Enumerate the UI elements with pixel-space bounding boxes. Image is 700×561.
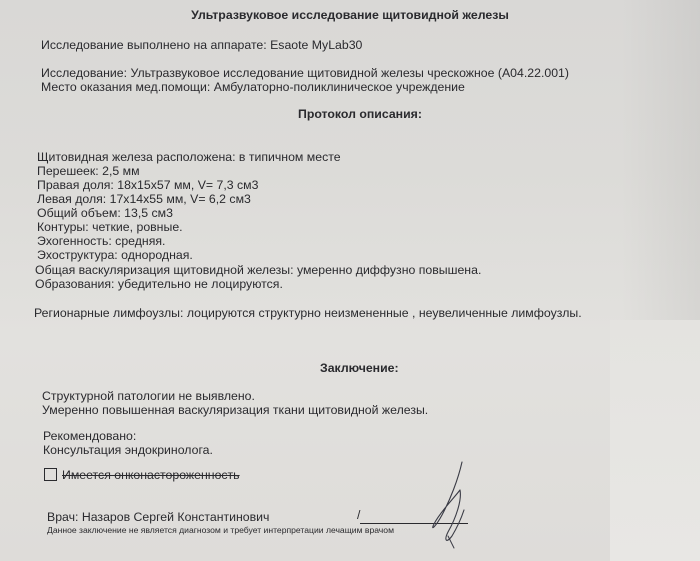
disclaimer-line: Данное заключение не является диагнозом и требует интерпретации лечащим врачом: [47, 525, 394, 535]
protocol-line-total-volume: Общий объем: 13,5 см3: [37, 206, 173, 220]
protocol-line-echogenicity: Эхогенность: средняя.: [37, 234, 166, 248]
device-line: Исследование выполнено на аппарате: Esaote MyLab30: [41, 38, 363, 52]
recommendation-text: Консультация эндокринолога.: [43, 443, 213, 457]
conclusion-line-1: Структурной патологии не выявлено.: [42, 389, 255, 403]
protocol-heading: Протокол описания:: [298, 107, 422, 121]
document-title: Ультразвуковое исследование щитовидной железы: [191, 8, 509, 22]
recommendation-label: Рекомендовано:: [43, 429, 137, 443]
lymph-nodes-line: Регионарные лимфоузлы: лоцируются структурно неизмененные , неувеличенные лимфоузлы.: [34, 306, 582, 320]
place-line: Место оказания мед.помощи: Амбулаторно-поликлиническое учреждение: [41, 80, 465, 94]
protocol-line-right-lobe: Правая доля: 18x15x57 мм, V= 7,3 см3: [37, 178, 259, 192]
protocol-line-contours: Контуры: четкие, ровные.: [37, 220, 183, 234]
protocol-line-isthmus: Перешеек: 2,5 мм: [37, 164, 140, 178]
paper-fold: [610, 320, 700, 561]
protocol-line-echostructure: Эхоструктура: однородная.: [37, 248, 193, 262]
protocol-line-formations: Образования: убедительно не лоцируются.: [35, 277, 283, 291]
oncology-checkbox[interactable]: [44, 468, 57, 481]
protocol-line-vascularization: Общая васкуляризация щитовидной железы: умеренно диффузно повышена.: [35, 263, 482, 277]
study-line: Исследование: Ультразвуковое исследование щитовидной железы чрескожное (A04.22.001): [41, 66, 569, 80]
oncology-label: Имеется онконастороженность: [62, 468, 240, 482]
signature-slash: /: [357, 508, 361, 522]
signature-icon: [400, 460, 500, 550]
protocol-line-location: Щитовидная железа расположена: в типичном месте: [37, 150, 341, 164]
conclusion-line-2: Умеренно повышенная васкуляризация ткани щитовидной железы.: [42, 403, 429, 417]
page-shadow: [620, 0, 700, 561]
protocol-line-left-lobe: Левая доля: 17x14x55 мм, V= 6,2 см3: [37, 192, 251, 206]
doctor-line: Врач: Назаров Сергей Константинович: [47, 510, 270, 524]
conclusion-heading: Заключение:: [320, 361, 399, 375]
